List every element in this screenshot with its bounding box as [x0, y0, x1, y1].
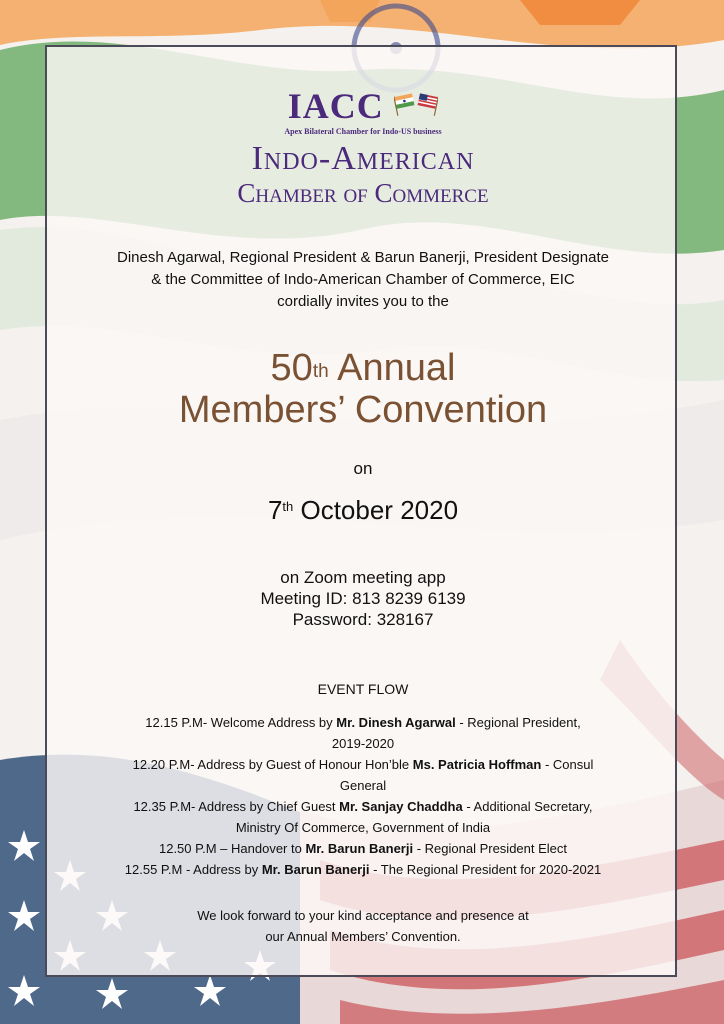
date-ordinal: th: [282, 499, 294, 514]
title-word: Annual: [337, 347, 456, 389]
meeting-info: [47, 567, 679, 630]
event-flow-heading: EVENT FLOW: [317, 681, 409, 697]
event-flow-list: [47, 712, 679, 880]
title-ordinal: th: [312, 361, 329, 382]
chamber-name-line1: Indo-American: [251, 140, 475, 177]
date-rest: October 2020: [300, 495, 459, 525]
india-us-flags-icon: [394, 90, 438, 123]
closing-line: our Annual Members’ Convention.: [265, 929, 461, 944]
event-item: 12.55 P.M - Address by Mr. Barun Banerji - The Regional President for 2020-2021: [124, 862, 602, 877]
meeting-id-value: 813 8239 6139: [352, 589, 466, 608]
event-date: [47, 495, 679, 526]
intro-text: [47, 247, 679, 313]
event-item: 12.15 P.M- Welcome Address by Mr. Dinesh Agarwal - Regional President,: [145, 715, 581, 730]
intro-line: Dinesh Agarwal, Regional President & Barun Banerji, President Designate: [117, 249, 609, 266]
intro-line: cordially invites you to the: [277, 293, 449, 310]
chamber-name-line2: Chamber of Commerce: [237, 178, 489, 208]
meeting-platform: on Zoom meeting app: [280, 568, 446, 587]
logo: [47, 85, 679, 127]
closing-text: [47, 905, 679, 947]
logo-acronym: IACC: [287, 86, 384, 126]
password-value: 328167: [376, 610, 434, 629]
on-label: on: [353, 459, 373, 478]
logo-tagline: Apex Bilateral Chamber for Indo-US business: [284, 127, 442, 136]
invitation-card: [45, 45, 677, 977]
event-item: 12.50 P.M – Handover to Mr. Barun Banerji - Regional President Elect: [158, 841, 568, 856]
event-item-cont: Ministry Of Commerce, Government of India: [235, 820, 491, 835]
closing-line: We look forward to your kind acceptance and presence at: [197, 908, 529, 923]
title-number: 50: [270, 347, 313, 389]
intro-line: & the Committee of Indo-American Chamber of Commerce, EIC: [151, 271, 575, 288]
password-label: Password:: [292, 610, 372, 629]
meeting-id-label: Meeting ID:: [260, 589, 348, 608]
event-title: [47, 347, 679, 431]
event-item: 12.35 P.M- Address by Chief Guest Mr. Sanjay Chaddha - Additional Secretary,: [133, 799, 593, 814]
date-day: 7: [267, 495, 283, 525]
title-line2: Members’ Convention: [178, 389, 548, 431]
event-item-cont: 2019-2020: [331, 736, 395, 751]
event-item-cont: General: [339, 778, 387, 793]
event-item: 12.20 P.M- Address by Guest of Honour Hon’ble Ms. Patricia Hoffman - Consul: [132, 757, 594, 772]
